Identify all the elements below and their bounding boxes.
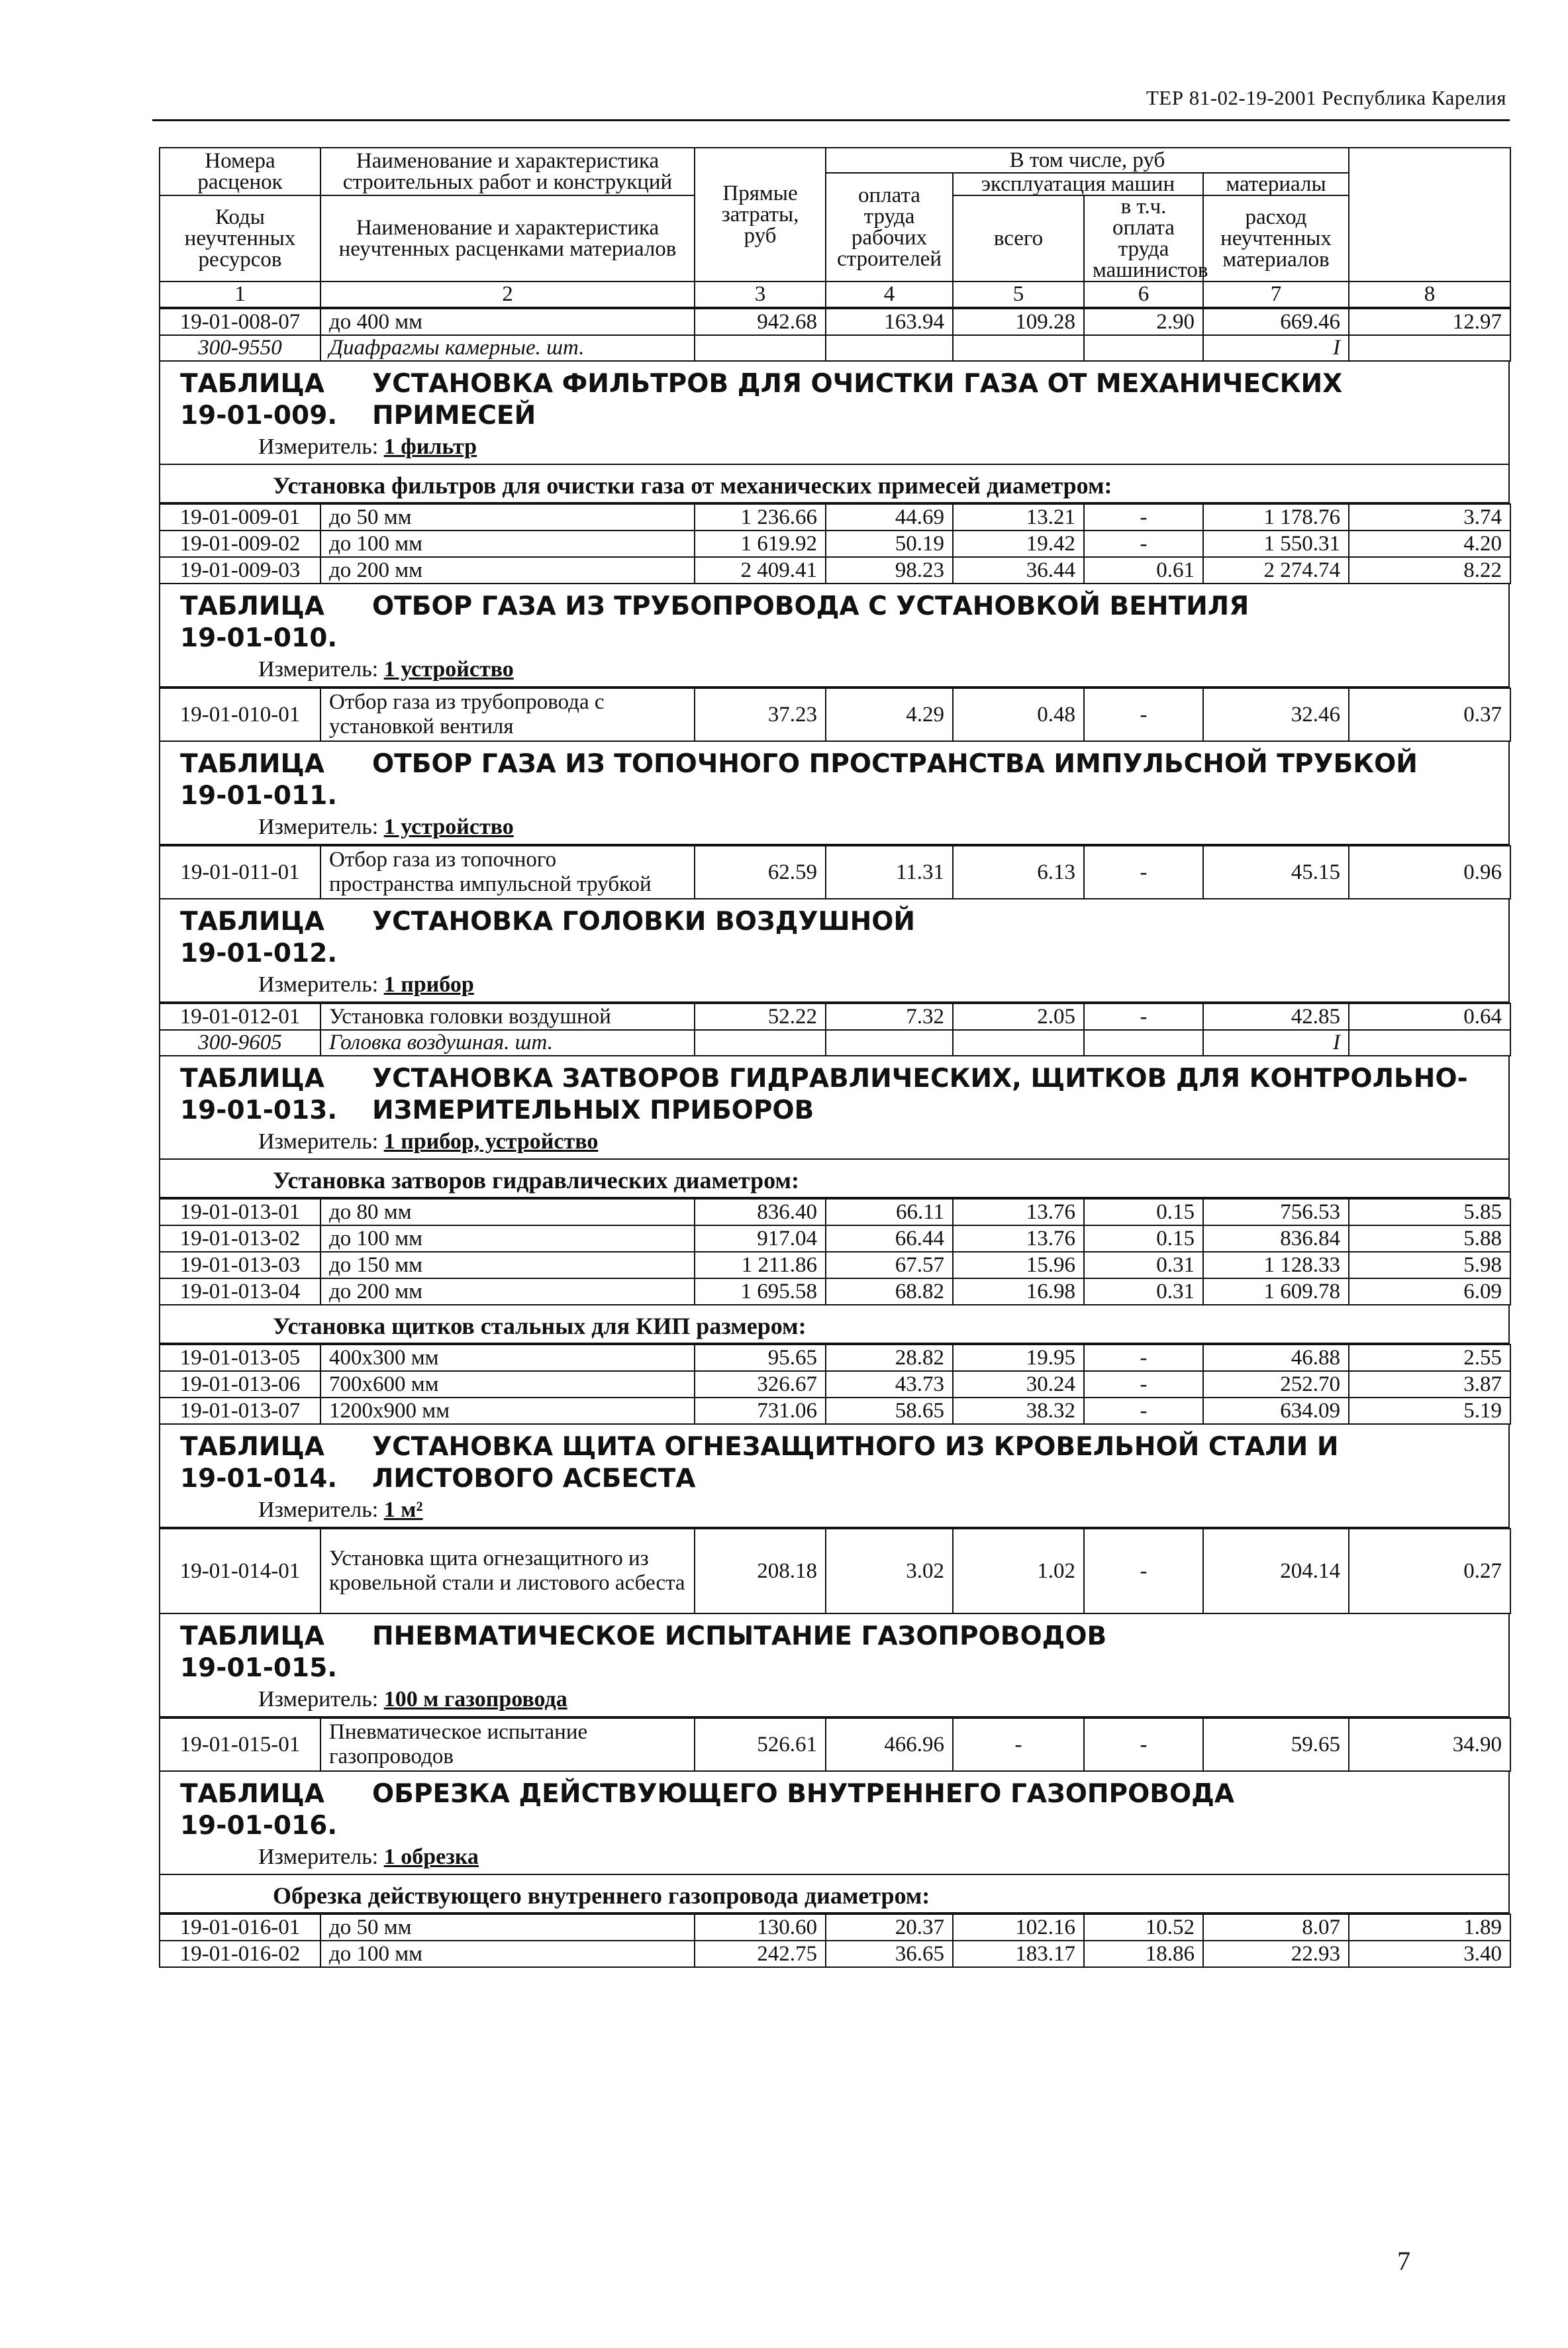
work-name: 400х300 мм: [320, 1345, 695, 1371]
table-number: ТАБЛИЦА 19-01-015.: [180, 1621, 338, 1683]
value-cell: [953, 1030, 1084, 1056]
table-number: ТАБЛИЦА 19-01-013.: [180, 1064, 338, 1125]
work-name: до 80 мм: [320, 1199, 695, 1225]
value-cell: 6.09: [1349, 1278, 1510, 1305]
value-cell: 6.13: [953, 846, 1084, 899]
sections-container: [159, 308, 1510, 1968]
value-cell: 58.65: [826, 1398, 953, 1424]
table-row: [160, 1252, 1510, 1278]
value-cell: 34.90: [1349, 1718, 1510, 1771]
value-cell: [826, 335, 953, 361]
unit-value: 1 фильтр: [383, 434, 477, 459]
value-cell: [953, 335, 1084, 361]
column-number: 8: [1349, 281, 1510, 307]
table-row: [160, 557, 1510, 584]
rate-code: 19-01-009-02: [160, 531, 320, 557]
unit-value: 1 м²: [383, 1498, 423, 1522]
value-cell: 0.37: [1349, 688, 1510, 741]
value-cell: 0.48: [953, 688, 1084, 741]
value-cell: 252.70: [1203, 1371, 1349, 1398]
table-title: [160, 742, 1508, 812]
value-cell: 12.97: [1349, 309, 1510, 335]
table-section-header: [159, 742, 1510, 845]
table-number: ТАБЛИЦА 19-01-014.: [180, 1432, 338, 1494]
value-cell: 1 236.66: [695, 504, 826, 531]
work-name: Установка щита огнезащитного из кровельной стали и листового асбеста: [320, 1529, 695, 1613]
unit-value: 1 прибор: [383, 972, 474, 997]
value-cell: 5.88: [1349, 1225, 1510, 1252]
table-row: [160, 846, 1510, 899]
value-cell: 66.11: [826, 1199, 953, 1225]
table-heading: ОТБОР ГАЗА ИЗ ТРУБОПРОВОДА С УСТАНОВКОЙ ВЕНТИЛЯ: [372, 591, 1250, 621]
value-cell: 37.23: [695, 688, 826, 741]
unit-label: Измеритель:: [258, 434, 379, 459]
value-cell: [1084, 1030, 1203, 1056]
header-materials: материалы: [1203, 173, 1349, 195]
value-cell: 50.19: [826, 531, 953, 557]
page-header: ТЕР 81-02-19-2001 Республика Карелия: [1146, 86, 1506, 109]
table-number: ТАБЛИЦА 19-01-010.: [180, 591, 338, 653]
table-row: [160, 504, 1510, 531]
value-cell: 10.52: [1084, 1914, 1203, 1941]
table-title: [160, 899, 1508, 970]
value-cell: 836.84: [1203, 1225, 1349, 1252]
document-body: [159, 147, 1510, 1968]
rate-code: 19-01-013-01: [160, 1199, 320, 1225]
value-cell: 46.88: [1203, 1345, 1349, 1371]
rates-table: [159, 1003, 1511, 1056]
rate-code: 19-01-011-01: [160, 846, 320, 899]
table-number: ТАБЛИЦА 19-01-009.: [180, 369, 338, 431]
value-cell: 1 609.78: [1203, 1278, 1349, 1305]
value-cell: 66.44: [826, 1225, 953, 1252]
work-name: Отбор газа из трубопровода с установкой вентиля: [320, 688, 695, 741]
table-section-header: [159, 1614, 1510, 1717]
work-name: до 100 мм: [320, 531, 695, 557]
value-cell: I: [1203, 335, 1349, 361]
value-cell: 0.27: [1349, 1529, 1510, 1613]
value-cell: 3.40: [1349, 1941, 1510, 1967]
unit-value: 1 устройство: [383, 657, 514, 682]
value-cell: 634.09: [1203, 1398, 1349, 1424]
value-cell: [695, 335, 826, 361]
group-heading: Установка затворов гидравлических диаметром:: [159, 1160, 1510, 1198]
rate-code: 19-01-009-03: [160, 557, 320, 584]
rates-table: [159, 688, 1511, 742]
value-cell: -: [953, 1718, 1084, 1771]
value-cell: 4.29: [826, 688, 953, 741]
table-row: [160, 1199, 1510, 1225]
unit-value: 1 обрезка: [383, 1845, 479, 1869]
value-cell: 20.37: [826, 1914, 953, 1941]
resource-code: 300-9550: [160, 335, 320, 361]
table-row: [160, 1914, 1510, 1941]
unit-of-measure: [160, 1842, 1508, 1874]
value-cell: 0.31: [1084, 1252, 1203, 1278]
table-title: [160, 584, 1508, 654]
unit-label: Измеритель:: [258, 815, 379, 839]
rates-table: [159, 845, 1511, 899]
table-heading: ПНЕВМАТИЧЕСКОЕ ИСПЫТАНИЕ ГАЗОПРОВОДОВ: [372, 1621, 1107, 1651]
value-cell: 204.14: [1203, 1529, 1349, 1613]
value-cell: 62.59: [695, 846, 826, 899]
value-cell: 466.96: [826, 1718, 953, 1771]
unit-value: 1 устройство: [383, 815, 514, 839]
value-cell: 36.44: [953, 557, 1084, 584]
rate-code: 19-01-013-02: [160, 1225, 320, 1252]
unit-of-measure: [160, 654, 1508, 686]
value-cell: 0.15: [1084, 1225, 1203, 1252]
value-cell: 19.42: [953, 531, 1084, 557]
value-cell: 30.24: [953, 1371, 1084, 1398]
value-cell: 0.64: [1349, 1003, 1510, 1030]
value-cell: 5.19: [1349, 1398, 1510, 1424]
value-cell: -: [1084, 531, 1203, 557]
header-work-name: Наименование и характеристика строительных работ и конструкций: [320, 148, 695, 195]
header-rate-numbers: Номера расценок: [160, 148, 320, 195]
unit-of-measure: [160, 432, 1508, 464]
header-rule: [152, 119, 1510, 121]
value-cell: 42.85: [1203, 1003, 1349, 1030]
table-row: [160, 1529, 1510, 1613]
value-cell: 98.23: [826, 557, 953, 584]
value-cell: 4.20: [1349, 531, 1510, 557]
value-cell: 13.76: [953, 1199, 1084, 1225]
value-cell: 28.82: [826, 1345, 953, 1371]
value-cell: [1349, 335, 1510, 361]
table-title: [160, 1425, 1508, 1495]
value-cell: 8.07: [1203, 1914, 1349, 1941]
rate-code: 19-01-013-06: [160, 1371, 320, 1398]
value-cell: [826, 1030, 953, 1056]
value-cell: 11.31: [826, 846, 953, 899]
value-cell: 917.04: [695, 1225, 826, 1252]
table-heading: УСТАНОВКА ЗАТВОРОВ ГИДРАВЛИЧЕСКИХ, ЩИТКОВ ДЛЯ КОНТРОЛЬНО-ИЗМЕРИТЕЛЬНЫХ ПРИБОРОВ: [372, 1064, 1468, 1125]
rates-table: [159, 503, 1511, 584]
header-including: В том числе, руб: [826, 148, 1349, 173]
work-name: до 200 мм: [320, 1278, 695, 1305]
value-cell: 0.61: [1084, 557, 1203, 584]
table-row: [160, 688, 1510, 741]
unit-of-measure: [160, 1127, 1508, 1158]
value-cell: [1084, 335, 1203, 361]
rates-table: [159, 1198, 1511, 1305]
value-cell: 32.46: [1203, 688, 1349, 741]
value-cell: 38.32: [953, 1398, 1084, 1424]
value-cell: 5.98: [1349, 1252, 1510, 1278]
value-cell: 15.96: [953, 1252, 1084, 1278]
value-cell: 67.57: [826, 1252, 953, 1278]
value-cell: [1349, 1030, 1510, 1056]
value-cell: [695, 1030, 826, 1056]
rate-code: 19-01-015-01: [160, 1718, 320, 1771]
value-cell: 130.60: [695, 1914, 826, 1941]
table-row: [160, 1345, 1510, 1371]
table-row: [160, 1278, 1510, 1305]
rate-code: 19-01-010-01: [160, 688, 320, 741]
value-cell: 242.75: [695, 1941, 826, 1967]
table-row: [160, 1718, 1510, 1771]
value-cell: I: [1203, 1030, 1349, 1056]
rates-table: [159, 308, 1511, 362]
value-cell: 0.31: [1084, 1278, 1203, 1305]
table-number: ТАБЛИЦА 19-01-012.: [180, 907, 338, 968]
work-name: до 50 мм: [320, 504, 695, 531]
value-cell: 109.28: [953, 309, 1084, 335]
value-cell: 669.46: [1203, 309, 1349, 335]
rate-code: 19-01-016-02: [160, 1941, 320, 1967]
column-number: 2: [320, 281, 695, 307]
table-row: [160, 309, 1510, 335]
value-cell: 44.69: [826, 504, 953, 531]
column-number: 1: [160, 281, 320, 307]
table-heading: УСТАНОВКА ФИЛЬТРОВ ДЛЯ ОЧИСТКИ ГАЗА ОТ МЕХАНИЧЕСКИХ ПРИМЕСЕЙ: [372, 369, 1343, 431]
unit-of-measure: [160, 970, 1508, 1001]
table-heading: УСТАНОВКА ЩИТА ОГНЕЗАЩИТНОГО ИЗ КРОВЕЛЬНОЙ СТАЛИ И ЛИСТОВОГО АСБЕСТА: [372, 1432, 1339, 1494]
value-cell: 2 409.41: [695, 557, 826, 584]
value-cell: 19.95: [953, 1345, 1084, 1371]
work-name: до 200 мм: [320, 557, 695, 584]
resource-name: Диафрагмы камерные. шт.: [320, 335, 695, 361]
header-wage-workers: оплата труда рабочих строителей: [826, 173, 953, 281]
table-heading: ОБРЕЗКА ДЕЙСТВУЮЩЕГО ВНУТРЕННЕГО ГАЗОПРОВОДА: [372, 1779, 1235, 1809]
unit-label: Измеритель:: [258, 972, 379, 997]
unit-of-measure: [160, 812, 1508, 844]
work-name: 1200х900 мм: [320, 1398, 695, 1424]
group-heading: Обрезка действующего внутреннего газопровода диаметром:: [159, 1875, 1510, 1914]
resource-code: 300-9605: [160, 1030, 320, 1056]
header-machine-total: всего: [953, 195, 1084, 281]
rate-code: 19-01-008-07: [160, 309, 320, 335]
unit-value: 100 м газопровода: [383, 1687, 567, 1711]
rate-code: 19-01-013-07: [160, 1398, 320, 1424]
header-direct-costs: Прямые затраты, руб: [695, 148, 826, 281]
table-section-header: [159, 899, 1510, 1003]
table-section-header: [159, 584, 1510, 688]
rate-code: 19-01-016-01: [160, 1914, 320, 1941]
value-cell: 22.93: [1203, 1941, 1349, 1967]
column-number: 5: [953, 281, 1084, 307]
rate-code: 19-01-009-01: [160, 504, 320, 531]
rates-table: [159, 1717, 1511, 1772]
table-title: [160, 1772, 1508, 1842]
table-number: ТАБЛИЦА 19-01-011.: [180, 749, 338, 811]
rates-table: [159, 1528, 1511, 1614]
table-section-header: [159, 1425, 1510, 1528]
value-cell: 756.53: [1203, 1199, 1349, 1225]
table-number: ТАБЛИЦА 19-01-016.: [180, 1779, 338, 1841]
unit-of-measure: [160, 1495, 1508, 1527]
value-cell: 3.74: [1349, 504, 1510, 531]
work-name: Отбор газа из топочного пространства импульсной трубкой: [320, 846, 695, 899]
work-name: до 150 мм: [320, 1252, 695, 1278]
value-cell: 36.65: [826, 1941, 953, 1967]
group-heading: Установка щитков стальных для КИП размером:: [159, 1305, 1510, 1344]
value-cell: 0.96: [1349, 846, 1510, 899]
work-name: до 50 мм: [320, 1914, 695, 1941]
rate-code: 19-01-012-01: [160, 1003, 320, 1030]
table-section-header: [159, 1056, 1510, 1160]
unit-label: Измеритель:: [258, 1687, 379, 1711]
rate-code: 19-01-014-01: [160, 1529, 320, 1613]
group-heading: Установка фильтров для очистки газа от механических примесей диаметром:: [159, 465, 1510, 503]
value-cell: -: [1084, 1529, 1203, 1613]
value-cell: 163.94: [826, 309, 953, 335]
value-cell: 1 550.31: [1203, 531, 1349, 557]
value-cell: -: [1084, 1398, 1203, 1424]
value-cell: -: [1084, 504, 1203, 531]
value-cell: 95.65: [695, 1345, 826, 1371]
table-title: [160, 362, 1508, 432]
rate-code: 19-01-013-05: [160, 1345, 320, 1371]
value-cell: 2.90: [1084, 309, 1203, 335]
value-cell: 45.15: [1203, 846, 1349, 899]
work-name: Пневматическое испытание газопроводов: [320, 1718, 695, 1771]
resource-row: [160, 335, 1510, 361]
value-cell: 2.05: [953, 1003, 1084, 1030]
value-cell: 1.02: [953, 1529, 1084, 1613]
value-cell: 13.21: [953, 504, 1084, 531]
value-cell: 3.02: [826, 1529, 953, 1613]
value-cell: 8.22: [1349, 557, 1510, 584]
table-heading: УСТАНОВКА ГОЛОВКИ ВОЗДУШНОЙ: [372, 907, 916, 937]
value-cell: -: [1084, 1003, 1203, 1030]
unit-label: Измеритель:: [258, 1845, 379, 1869]
header-material-consumption: расход неучтенных материалов: [1203, 195, 1349, 281]
header-resource-codes: Коды неучтенных ресурсов: [160, 195, 320, 281]
rates-table: [159, 1344, 1511, 1425]
value-cell: 1 128.33: [1203, 1252, 1349, 1278]
value-cell: 43.73: [826, 1371, 953, 1398]
value-cell: 102.16: [953, 1914, 1084, 1941]
work-name: 700х600 мм: [320, 1371, 695, 1398]
work-name: до 100 мм: [320, 1941, 695, 1967]
value-cell: 5.85: [1349, 1199, 1510, 1225]
table-title: [160, 1614, 1508, 1684]
value-cell: 942.68: [695, 309, 826, 335]
unit-label: Измеритель:: [258, 1498, 379, 1522]
value-cell: -: [1084, 1345, 1203, 1371]
value-cell: 3.87: [1349, 1371, 1510, 1398]
table-section-header: [159, 1772, 1510, 1875]
value-cell: 1 619.92: [695, 531, 826, 557]
table-heading: ОТБОР ГАЗА ИЗ ТОПОЧНОГО ПРОСТРАНСТВА ИМПУЛЬСНОЙ ТРУБКОЙ: [372, 749, 1418, 779]
value-cell: 208.18: [695, 1529, 826, 1613]
value-cell: -: [1084, 1371, 1203, 1398]
value-cell: 326.67: [695, 1371, 826, 1398]
rates-table: [159, 1914, 1511, 1968]
header-machine-operation: эксплуатация машин: [953, 173, 1203, 195]
column-header-table: [159, 147, 1511, 308]
value-cell: 2.55: [1349, 1345, 1510, 1371]
table-row: [160, 1225, 1510, 1252]
value-cell: 1 695.58: [695, 1278, 826, 1305]
value-cell: 52.22: [695, 1003, 826, 1030]
value-cell: -: [1084, 846, 1203, 899]
work-name: до 400 мм: [320, 309, 695, 335]
value-cell: 1 178.76: [1203, 504, 1349, 531]
table-row: [160, 1398, 1510, 1424]
header-labor-costs: [1349, 148, 1510, 281]
work-name: до 100 мм: [320, 1225, 695, 1252]
column-number: 4: [826, 281, 953, 307]
header-machinist-wage: в т.ч. оплата труда машинистов: [1084, 195, 1203, 281]
value-cell: -: [1084, 1718, 1203, 1771]
unit-label: Измеритель:: [258, 657, 379, 682]
unit-value: 1 прибор, устройство: [383, 1129, 599, 1154]
unit-of-measure: [160, 1684, 1508, 1716]
column-number: 7: [1203, 281, 1349, 307]
rate-code: 19-01-013-03: [160, 1252, 320, 1278]
value-cell: 68.82: [826, 1278, 953, 1305]
header-material-name: Наименование и характеристика неучтенных расценками материалов: [320, 195, 695, 281]
column-number: 6: [1084, 281, 1203, 307]
value-cell: 18.86: [1084, 1941, 1203, 1967]
table-row: [160, 1941, 1510, 1967]
value-cell: 836.40: [695, 1199, 826, 1225]
value-cell: 0.15: [1084, 1199, 1203, 1225]
value-cell: 731.06: [695, 1398, 826, 1424]
value-cell: 16.98: [953, 1278, 1084, 1305]
value-cell: 2 274.74: [1203, 557, 1349, 584]
value-cell: 59.65: [1203, 1718, 1349, 1771]
resource-name: Головка воздушная. шт.: [320, 1030, 695, 1056]
value-cell: 526.61: [695, 1718, 826, 1771]
work-name: Установка головки воздушной: [320, 1003, 695, 1030]
table-title: [160, 1056, 1508, 1127]
rate-code: 19-01-013-04: [160, 1278, 320, 1305]
value-cell: 183.17: [953, 1941, 1084, 1967]
value-cell: -: [1084, 688, 1203, 741]
table-row: [160, 1003, 1510, 1030]
table-row: [160, 531, 1510, 557]
value-cell: 7.32: [826, 1003, 953, 1030]
resource-row: [160, 1030, 1510, 1056]
column-number: 3: [695, 281, 826, 307]
value-cell: 1 211.86: [695, 1252, 826, 1278]
table-row: [160, 1371, 1510, 1398]
value-cell: 1.89: [1349, 1914, 1510, 1941]
value-cell: 13.76: [953, 1225, 1084, 1252]
unit-label: Измеритель:: [258, 1129, 379, 1154]
page-number: 7: [1397, 2246, 1410, 2276]
table-section-header: [159, 362, 1510, 465]
